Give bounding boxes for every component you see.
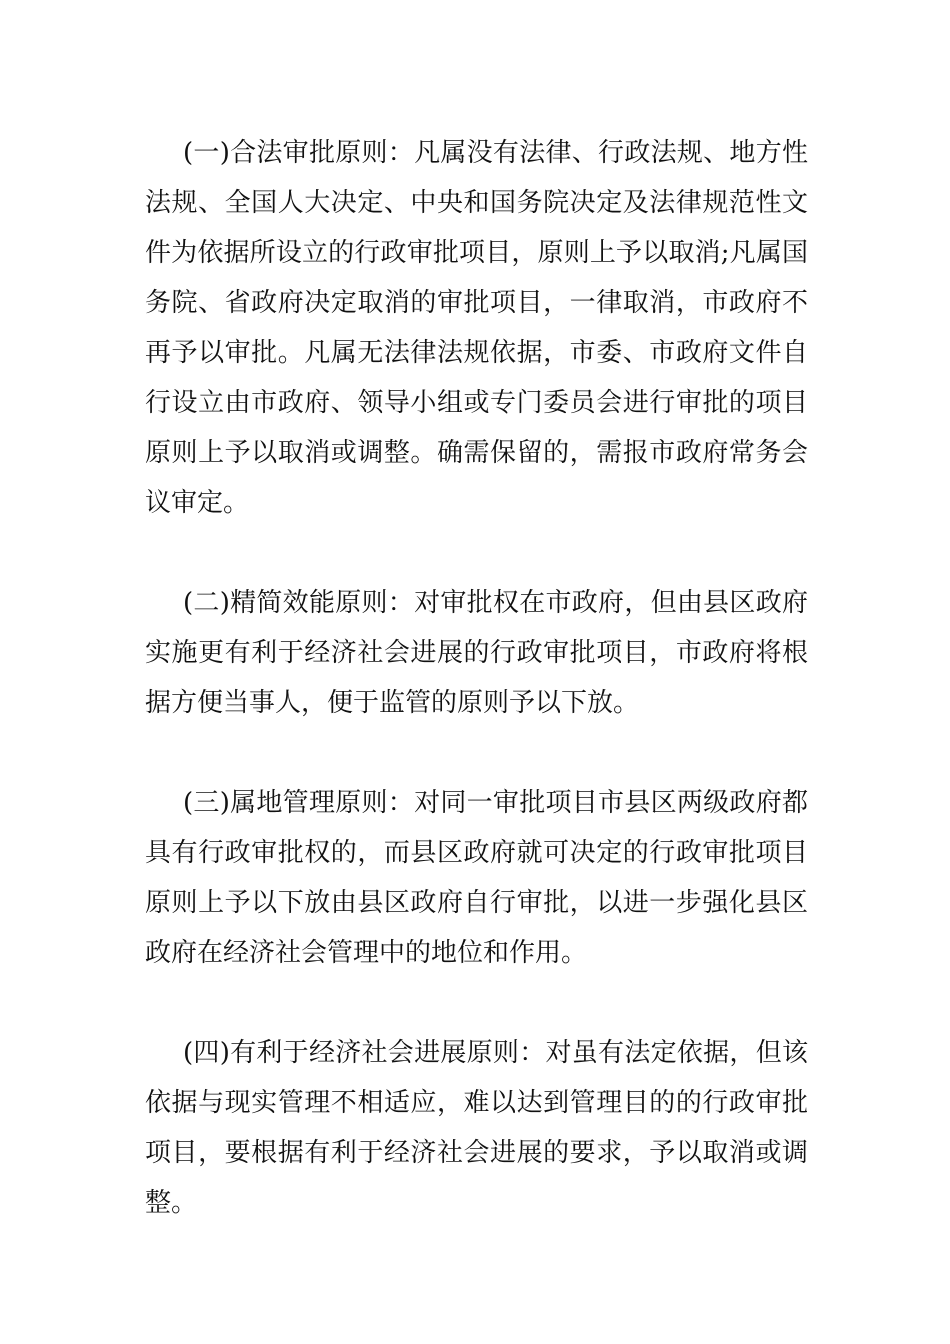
paragraph-spacer [145,728,808,778]
paragraph-principle-1: (一)合法审批原则：凡属没有法律、行政法规、地方性法规、全国人大决定、中央和国务院决定及法律规范性文件为依据所设立的行政审批项目，原则上予以取消;凡属国务院、省政府决定取消的审批项目，一律取消，市政府不再予以审批。凡属无法律法规依据，市委、市政府文件自行设立由市政府、领导小组或专门委员会进行审批的项目原则上予以取消或调整。确需保留的，需报市政府常务会议审定。 [145,138,808,518]
paragraph-principle-2: (二)精简效能原则：对审批权在市政府，但由县区政府实施更有利于经济社会进展的行政审批项目，市政府将根据方便当事人，便于监管的原则予以下放。 [145,588,808,718]
paragraph-principle-3: (三)属地管理原则：对同一审批项目市县区两级政府都具有行政审批权的，而县区政府就可决定的行政审批项目原则上予以下放由县区政府自行审批，以进一步强化县区政府在经济社会管理中的地位和作用。 [145,788,808,968]
paragraph-spacer [145,978,808,1028]
paragraph-principle-4: (四)有利于经济社会进展原则：对虽有法定依据，但该依据与现实管理不相适应，难以达到管理目的的行政审批项目，要根据有利于经济社会进展的要求，予以取消或调整。 [145,1038,808,1218]
document-page [145,128,808,1228]
paragraph-spacer [145,528,808,578]
